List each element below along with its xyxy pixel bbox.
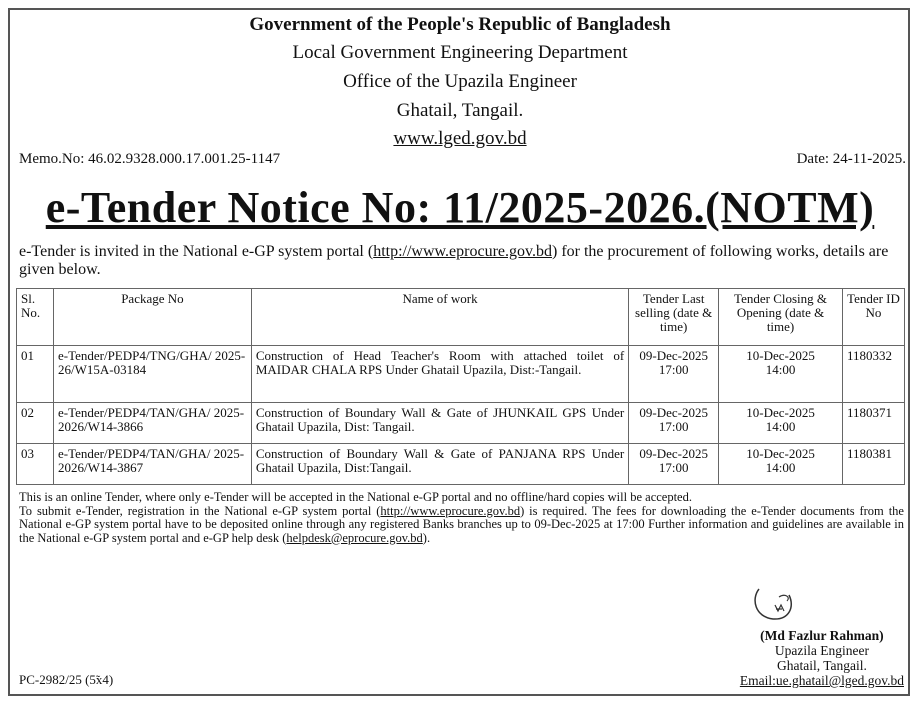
cell-closing [719, 346, 843, 403]
helpdesk-email-link[interactable]: helpdesk@eprocure.gov.bd [286, 530, 423, 545]
tender-table [16, 288, 905, 485]
col-sl: Sl. No. [17, 289, 54, 346]
cell-selling [629, 346, 719, 403]
intro-pre: e-Tender is invited in the National e-GP system portal ( [19, 243, 374, 260]
cell-name: Construction of Boundary Wall & Gate of JHUNKAIL GPS Under Ghatail Upazila, Dist: Tangail. [251, 403, 628, 444]
cell-sl: 01 [17, 346, 54, 403]
eprocure-link[interactable]: http://www.eprocure.gov.bd [373, 243, 552, 260]
cell-sl: 03 [17, 444, 54, 485]
cell-id: 1180371 [842, 403, 904, 444]
footer-line1: This is an online Tender, where only e-Tender will be accepted in the National e-GP portal and no offline/hard copies will be accepted. [19, 490, 692, 504]
selling-date: 09-Dec-2025 [639, 446, 708, 461]
cell-package: e-Tender/PEDP4/TNG/GHA/ 2025-26/W15A-03184 [53, 346, 251, 403]
header-website [0, 128, 920, 150]
col-id: Tender ID No [842, 289, 904, 346]
signatory-name: (Md Fazlur Rahman) [760, 628, 884, 643]
closing-date: 10-Dec-2025 [746, 405, 815, 420]
table-row [17, 403, 905, 444]
signature-image [745, 585, 805, 625]
selling-date: 09-Dec-2025 [639, 348, 708, 363]
footer-mid: ) is required. The fees for downloading the e-Tender documents from the National e-GP system portal have to be deposited online through any registered Banks branches up to 09-Dec-2025 at 17:00 Further information and guidelines are available in the National e-GP system portal and e-GP help desk ( [19, 503, 904, 545]
header-office: Office of the Upazila Engineer [343, 71, 577, 92]
col-closing: Tender Closing & Opening (date & time) [719, 289, 843, 346]
eprocure-link-footer[interactable]: http://www.eprocure.gov.bd [380, 503, 521, 518]
cell-id: 1180381 [842, 444, 904, 485]
closing-date: 10-Dec-2025 [746, 446, 815, 461]
cell-package: e-Tender/PEDP4/TAN/GHA/ 2025-2026/W14-3866 [53, 403, 251, 444]
cell-id: 1180332 [842, 346, 904, 403]
table-row [17, 444, 905, 485]
notice-date: Date: 24-11-2025. [796, 151, 906, 167]
header-government: Government of the People's Republic of Bangladesh [249, 14, 671, 35]
cell-name: Construction of Boundary Wall & Gate of PANJANA RPS Under Ghatail Upazila, Dist:Tangail. [251, 444, 628, 485]
header-location: Ghatail, Tangail. [396, 100, 524, 121]
closing-time: 14:00 [765, 419, 796, 434]
cell-closing [719, 403, 843, 444]
header-department: Local Government Engineering Department [292, 42, 628, 63]
table-row [17, 346, 905, 403]
signatory-designation: Upazila Engineer [774, 643, 869, 658]
footer-text [19, 491, 904, 545]
cell-selling [629, 403, 719, 444]
table-header-row [17, 289, 905, 346]
closing-time: 14:00 [765, 460, 796, 475]
signatory-email[interactable]: Email:ue.ghatail@lged.gov.bd [739, 673, 904, 688]
closing-time: 14:00 [765, 362, 796, 377]
signatory-location: Ghatail, Tangail. [776, 658, 867, 673]
website-link[interactable]: www.lged.gov.bd [393, 128, 527, 149]
cell-sl: 02 [17, 403, 54, 444]
intro-post: ) for the procurement of following works, details are given below. [19, 243, 889, 278]
notice-title: e-Tender Notice No: 11/2025-2026.(NOTM) [45, 183, 875, 232]
selling-time: 17:00 [658, 419, 689, 434]
selling-time: 17:00 [658, 460, 689, 475]
cell-closing [719, 444, 843, 485]
footer-post: ). [422, 530, 431, 545]
footer-pre: To submit e-Tender, registration in the National e-GP system portal ( [19, 503, 381, 518]
intro-text [19, 243, 899, 279]
col-selling: Tender Last selling (date & time) [629, 289, 719, 346]
col-package: Package No [53, 289, 251, 346]
selling-time: 17:00 [658, 362, 689, 377]
cell-selling [629, 444, 719, 485]
cell-name: Construction of Head Teacher's Room with attached toilet of MAIDAR CHALA RPS Under Ghatail Upazila, Dist:-Tangail. [251, 346, 628, 403]
closing-date: 10-Dec-2025 [746, 348, 815, 363]
col-name: Name of work [251, 289, 628, 346]
memo-number: Memo.No: 46.02.9328.000.17.001.25-1147 [19, 151, 281, 167]
footer-paragraph [19, 505, 904, 546]
signatory-block [740, 628, 904, 688]
pc-number: PC-2982/25 (5̃x4) [19, 672, 114, 687]
selling-date: 09-Dec-2025 [639, 405, 708, 420]
cell-package: e-Tender/PEDP4/TAN/GHA/ 2025-2026/W14-3867 [53, 444, 251, 485]
